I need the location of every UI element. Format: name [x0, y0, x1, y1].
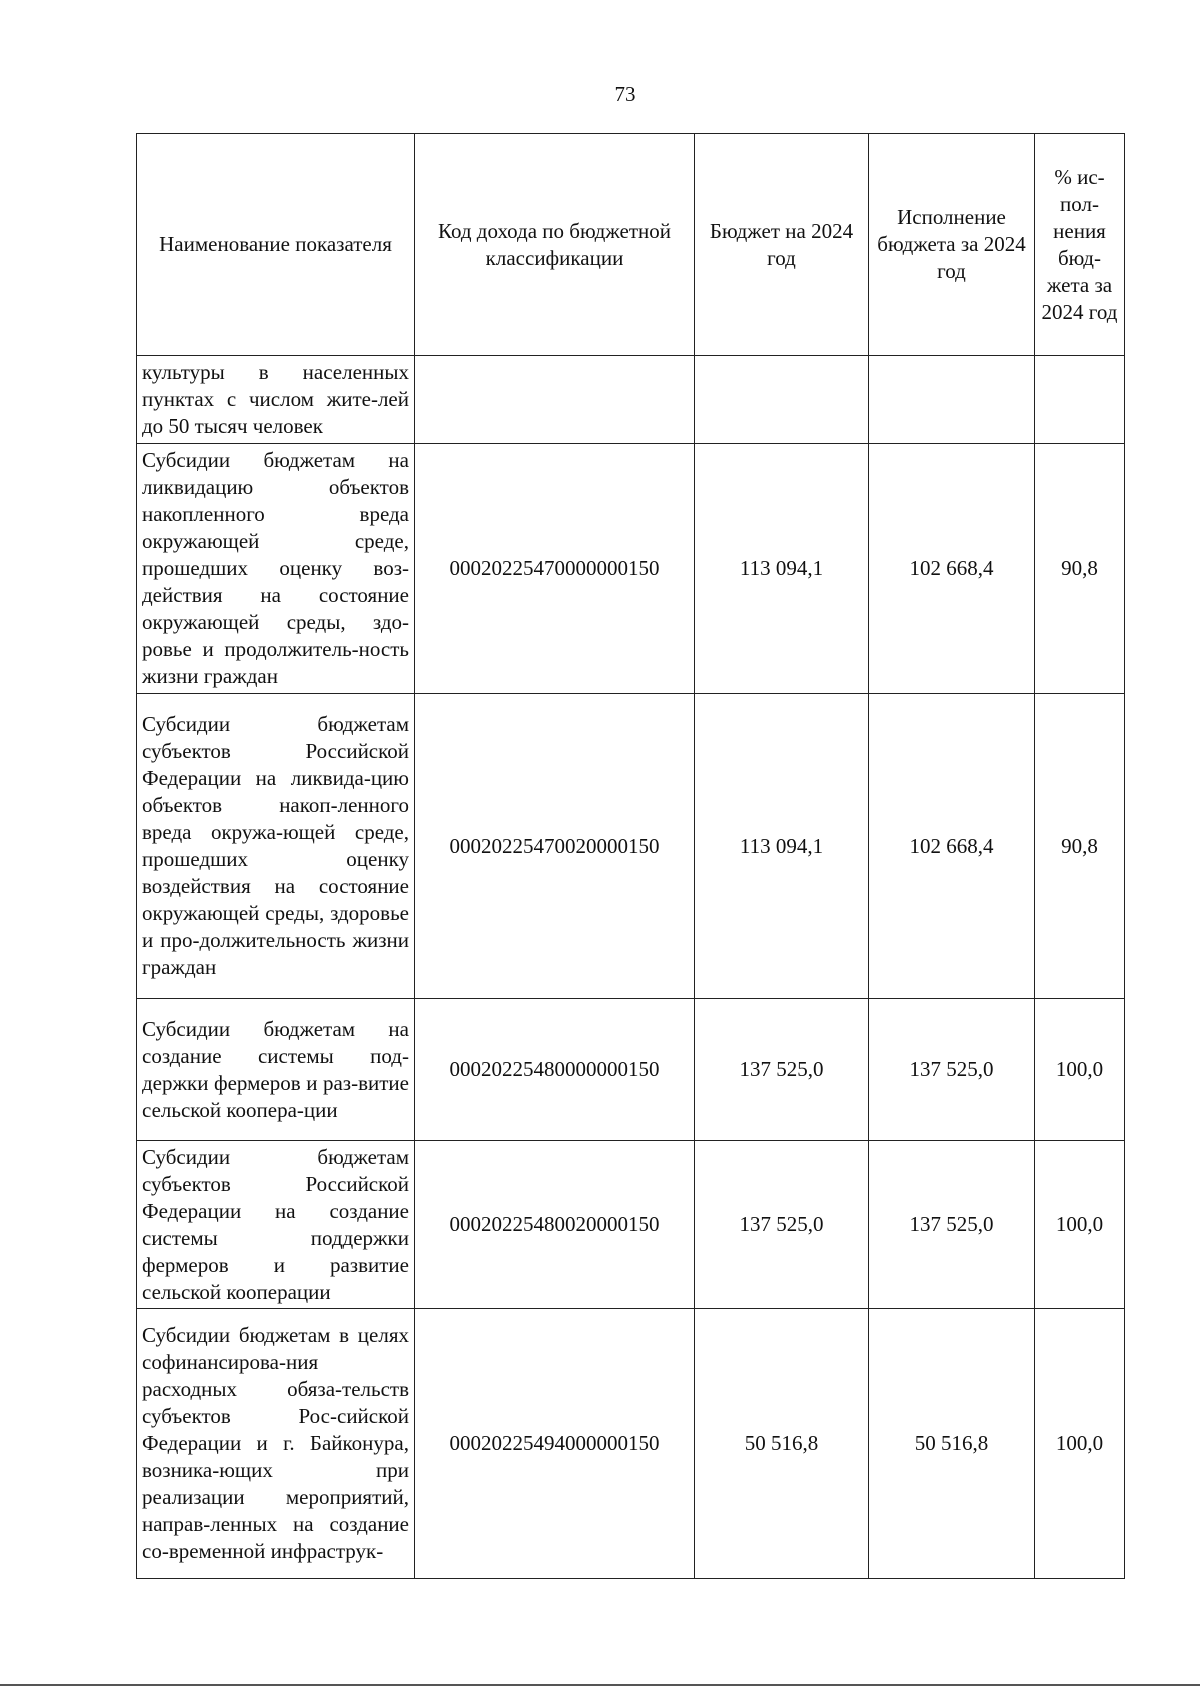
header-execution: Исполнение бюджета за 2024 год [869, 134, 1035, 356]
header-percent: % ис-пол-нения бюд-жета за 2024 год [1035, 134, 1125, 356]
row-percent: 100,0 [1035, 1141, 1125, 1309]
row-execution [869, 356, 1035, 444]
row-budget: 50 516,8 [695, 1309, 869, 1579]
row-execution: 137 525,0 [869, 1141, 1035, 1309]
table-header-row [137, 134, 1125, 356]
row-percent: 100,0 [1035, 1309, 1125, 1579]
table-row [137, 999, 1125, 1141]
row-budget: 137 525,0 [695, 999, 869, 1141]
budget-table [136, 133, 1125, 1579]
header-code: Код дохода по бюджетной классификации [415, 134, 695, 356]
row-budget: 137 525,0 [695, 1141, 869, 1309]
row-percent: 100,0 [1035, 999, 1125, 1141]
row-code: 00020225480020000150 [415, 1141, 695, 1309]
row-name: культуры в населенных пунктах с числом жите-лей до 50 тысяч человек [137, 356, 415, 444]
row-name: Субсидии бюджетам на ликвидацию объектов накопленного вреда окружающей среде, прошедших оценку воз-действия на состояние окружающей среды, здо-ровье и продолжитель-ность жизни граждан [137, 444, 415, 694]
row-execution: 50 516,8 [869, 1309, 1035, 1579]
row-percent [1035, 356, 1125, 444]
row-budget: 113 094,1 [695, 444, 869, 694]
header-name: Наименование показателя [137, 134, 415, 356]
row-percent: 90,8 [1035, 694, 1125, 999]
row-code: 00020225470000000150 [415, 444, 695, 694]
row-execution: 102 668,4 [869, 694, 1035, 999]
row-execution: 102 668,4 [869, 444, 1035, 694]
page-bottom-rule [0, 1684, 1200, 1686]
header-budget: Бюджет на 2024 год [695, 134, 869, 356]
row-name: Субсидии бюджетам на создание системы под-держки фермеров и раз-витие сельской коопера-ции [137, 999, 415, 1141]
page-number: 73 [614, 82, 636, 106]
table-row [137, 444, 1125, 694]
table-row [137, 356, 1125, 444]
row-name: Субсидии бюджетам субъектов Российской Федерации на создание системы поддержки фермеров и развитие сельской кооперации [137, 1141, 415, 1309]
table-row [137, 1309, 1125, 1579]
row-code: 00020225480000000150 [415, 999, 695, 1141]
row-code: 00020225470020000150 [415, 694, 695, 999]
table-row [137, 1141, 1125, 1309]
row-code: 00020225494000000150 [415, 1309, 695, 1579]
row-execution: 137 525,0 [869, 999, 1035, 1141]
row-name: Субсидии бюджетам субъектов Российской Федерации на ликвида-цию объектов накоп-ленного вреда окружа-ющей среде, прошедших оценку воздействия на состояние окружающей среды, здоровье и про-должительность жизни граждан [137, 694, 415, 999]
row-code [415, 356, 695, 444]
row-percent: 90,8 [1035, 444, 1125, 694]
row-budget: 113 094,1 [695, 694, 869, 999]
row-name: Субсидии бюджетам в целях софинансирова-ния расходных обяза-тельств субъектов Рос-сийской Федерации и г. Байконура, возника-ющих при реализации мероприятий, направ-ленных на создание со-временной инфраструк- [137, 1309, 415, 1579]
table-row [137, 694, 1125, 999]
row-budget [695, 356, 869, 444]
